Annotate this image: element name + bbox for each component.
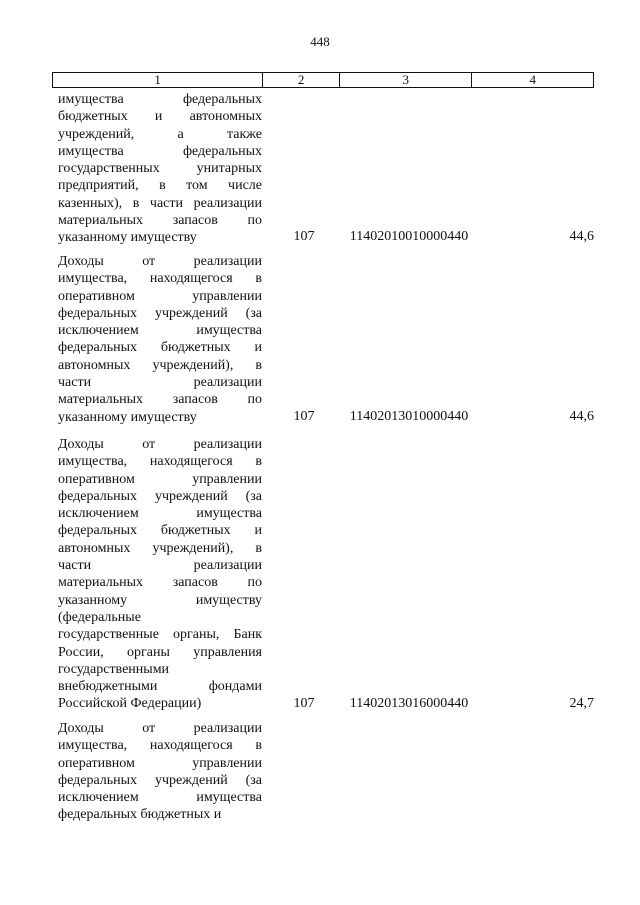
description-line: предприятий, в том числе — [58, 178, 262, 194]
header-col-2: 2 — [263, 73, 340, 87]
row-amount: 44,6 — [569, 408, 594, 424]
description-line: федеральных учреждений (за — [58, 305, 262, 321]
description-line: исключением имущества — [58, 790, 262, 806]
row-code: 107 — [293, 695, 315, 711]
table-row — [52, 253, 594, 426]
row-description — [58, 436, 262, 713]
description-line: имущества федеральных — [58, 143, 262, 159]
description-line: оперативном управлении — [58, 288, 262, 304]
description-line: части реализации — [58, 558, 262, 574]
description-line: государственных унитарных — [58, 161, 262, 177]
description-line: федеральных бюджетных и — [58, 807, 222, 823]
description-line: государственные органы, Банк — [58, 627, 262, 643]
description-line: внебюджетными фондами — [58, 679, 262, 695]
row-kbk: 11402010010000440 — [349, 229, 469, 245]
description-line: казенных), в части реализации — [58, 195, 262, 211]
description-line: части реализации — [58, 375, 262, 391]
row-amount: 24,7 — [569, 695, 594, 711]
table-row — [52, 720, 594, 824]
row-description — [58, 720, 262, 824]
description-line: автономных учреждений), в — [58, 357, 262, 373]
description-line: Доходы от реализации — [58, 254, 262, 269]
row-description — [58, 91, 262, 247]
description-line: бюджетных и автономных — [58, 109, 262, 125]
header-col-4: 4 — [529, 72, 536, 87]
table-row — [52, 91, 594, 247]
description-line: федеральных учреждений (за — [58, 772, 262, 788]
description-line: Доходы от реализации — [58, 721, 262, 736]
description-line: России, органы управления — [58, 644, 262, 660]
description-line: указанному имуществу — [58, 409, 197, 425]
row-kbk: 11402013010000440 — [349, 408, 469, 424]
description-line: федеральных учреждений (за — [58, 488, 262, 504]
description-line: Доходы от реализации — [58, 437, 262, 452]
description-line: оперативном управлении — [58, 471, 262, 487]
description-line: материальных запасов по — [58, 213, 262, 229]
description-line: Российской Федерации) — [58, 696, 202, 712]
description-line: имущества, находящегося в — [58, 271, 262, 287]
table-row — [52, 436, 594, 713]
header-col-3: 3 — [340, 73, 473, 87]
description-line: федеральных бюджетных и — [58, 340, 262, 356]
row-kbk: 11402013016000440 — [349, 695, 469, 711]
description-line: учреждений, а также — [58, 126, 262, 142]
description-line: материальных запасов по — [58, 392, 262, 408]
page-number: 448 — [310, 34, 330, 49]
description-line: исключением имущества — [58, 506, 262, 522]
description-line: (федеральные — [58, 609, 141, 625]
header-col-1: 1 — [53, 73, 263, 87]
description-line: автономных учреждений), в — [58, 540, 262, 556]
description-line: исключением имущества — [58, 323, 262, 339]
description-line: указанному имуществу — [58, 230, 197, 246]
row-code: 107 — [293, 229, 315, 245]
description-line: материальных запасов по — [58, 575, 262, 591]
description-line: федеральных бюджетных и — [58, 523, 262, 539]
description-line: оперативном управлении — [58, 755, 262, 771]
row-code: 107 — [293, 408, 315, 424]
row-description — [58, 253, 262, 426]
description-line: имущества, находящегося в — [58, 738, 262, 754]
description-line: имущества, находящегося в — [58, 454, 262, 470]
row-amount: 44,6 — [569, 229, 594, 245]
description-line: государственными — [58, 661, 170, 677]
description-line: указанному имуществу — [58, 592, 262, 608]
table-header — [52, 72, 594, 88]
description-line: имущества федеральных — [58, 92, 262, 107]
